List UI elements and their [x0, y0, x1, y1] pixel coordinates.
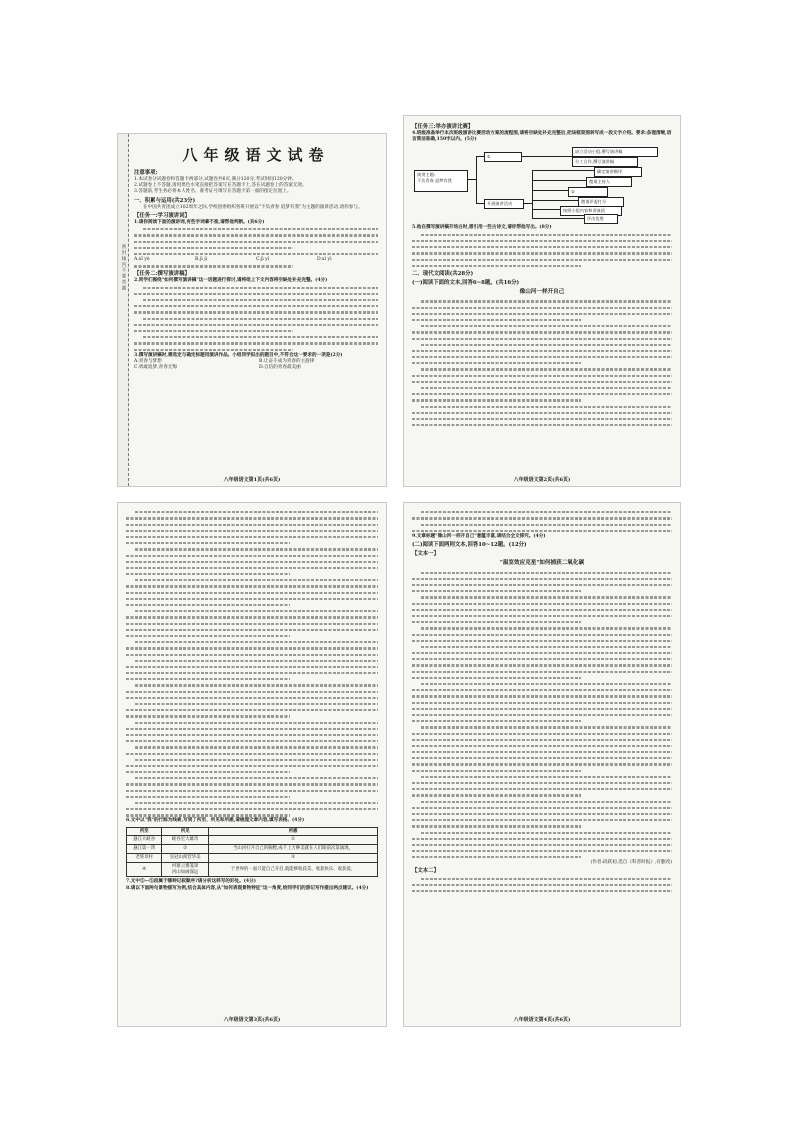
- flowchart-node: 邀请主持人: [586, 177, 632, 187]
- reading-heading: (一)阅读下面的文本,回答6~8题。(共16分): [412, 279, 520, 286]
- section-heading: 二、现代文阅读(共28分): [412, 270, 474, 277]
- table-row: [127, 845, 378, 854]
- table-cell: 村寨云雾笼罩 河山如画深远: [162, 862, 209, 877]
- option: D.自信的青春最美丽: [259, 365, 301, 371]
- table-row: [127, 836, 378, 845]
- notice-item: 1.本试卷分试题卷和答题卡两部分,试题卷共6页,满分120分,考试时间120分钟。: [134, 177, 297, 182]
- article-text: [412, 422, 672, 428]
- seal-line-label: 密 封 线 内 不 要 答 题: [121, 244, 126, 291]
- flowchart-node: 评出优胜: [584, 214, 618, 224]
- option: B.jì jì: [195, 256, 208, 262]
- exam-page-4: [404, 503, 680, 1026]
- exam-page-1: [118, 134, 386, 486]
- question-2: 2.同学们围绕"如何撰写演讲稿"这一话题进行探讨,请将组上下文内容将空缺处补充完整。(4分): [134, 278, 328, 284]
- activity-intro: 在中国共青团成立102周年之际,学校团委组织各班开展以"不负青春 追梦有我"为主题的演讲活动,请你参与。: [143, 204, 363, 210]
- page-footer: 八年级语文第4页(共6页): [513, 1016, 571, 1023]
- table-header: 所感: [208, 827, 377, 836]
- table-row: [127, 862, 378, 877]
- exam-page-2: [404, 116, 680, 486]
- table-cell: ④: [127, 862, 162, 877]
- activity-flowchart: [412, 146, 672, 222]
- question-3: 3.撰写演讲稿时,需选定与确定标题用演讲作品。小组同学拟出的题目中,不符合这一要求的一项是(2分): [134, 352, 343, 358]
- option: C.jì yì: [256, 256, 270, 262]
- article-title: 像山河一样开自己: [519, 288, 565, 295]
- table-cell: ③: [208, 853, 377, 862]
- question-5: 5.他在撰写演讲稿开场白时,想引用一些古诗文,请你帮他写出。(8分): [412, 225, 552, 231]
- table-cell: 悬江大峡谷: [127, 836, 162, 845]
- table-header-row: [127, 827, 378, 836]
- passage-text: [134, 346, 378, 352]
- text-label: 【文本二】: [412, 868, 439, 875]
- flowchart-branch: 开展演讲活动: [484, 199, 524, 209]
- page-footer: 八年级语文第3页(共6页): [223, 1016, 281, 1023]
- flowchart-node: 分工合作,撰写演讲稿: [572, 157, 638, 167]
- article-text: [126, 812, 378, 818]
- task-heading: 【任务三:举办演讲比赛】: [412, 124, 474, 130]
- passage-text: [134, 263, 378, 269]
- table-cell: 老班章村: [127, 853, 162, 862]
- flowchart-node: 确定演讲顺序: [594, 167, 642, 177]
- exam-title: 八年级语文试卷: [182, 146, 330, 164]
- table-row: [127, 853, 378, 862]
- table-header: 所见: [162, 827, 209, 836]
- task-heading: 【任务二:撰写演讲稿】: [134, 271, 190, 278]
- page-footer: 八年级语文第1页(共6页): [223, 476, 281, 483]
- table-cell: 当山河打开自己的胸膛,成千上万种美就在人们眼前次第涌现。: [208, 845, 377, 854]
- option: A.xī yè: [134, 256, 150, 262]
- reading-heading: (二)阅读下面两则文本,回答10~12题。(12分): [412, 541, 527, 548]
- section-heading: 一、积累与运用(共23分): [134, 197, 196, 204]
- table-cell: 皇冠山商营华美: [162, 853, 209, 862]
- question-4: 4.班级准备举行本次班级演讲比赛活动方案的流程图,请将空缺处补充完整后,把该框架图转写成一段文字介绍。要求:条理清晰,语言简洁准确,150字以内。(5分): [412, 131, 672, 143]
- article-text: [412, 888, 672, 894]
- text-label: 【文本一】: [412, 550, 439, 557]
- question-8: 8.请以下面两句景物描写为例,结合具体内容,从"如何表现景物特征"这一角度,给同学们的游记写作提出两点建议。(4分): [126, 885, 369, 891]
- exam-page-3: [118, 503, 386, 1026]
- answer-text: [412, 528, 672, 534]
- option: C.勇敢追梦,青春无悔: [134, 365, 178, 371]
- flowchart-node: 邀请评委打分: [578, 197, 624, 207]
- passage-text: [134, 251, 378, 257]
- article-source: (作者:段跃初,选自《科普时报》,有删改): [590, 860, 672, 866]
- table-cell: 悬江第一湾: [127, 845, 162, 854]
- trip-summary-table: [126, 827, 378, 878]
- notice-item: 2.试题卷上不答题,请用黑色水笔直接把答案写在答题卡上,答在试题卷上的答案无效。: [134, 183, 307, 189]
- question-9: 9.文章标题"像山河一样开自己"意蕴丰富,请结合全文探究。(4分): [412, 533, 546, 539]
- option: A.青春与梦想: [134, 358, 162, 364]
- question-6: 6.文中以"我"的行踪为线索,写到了所至、所见和所感,请梳理文章内容,填写表格。(4分): [126, 818, 305, 824]
- seal-line-margin: [118, 134, 129, 486]
- flowchart-blank-2: ②: [568, 187, 608, 197]
- table-cell: ②: [162, 845, 209, 854]
- table-header: 所至: [127, 827, 162, 836]
- question-7: 7.文中⑤—⑤段属于哪种记叙顺序?请分析这样写的好处。(4分): [126, 879, 256, 885]
- question-3-options: [134, 359, 378, 371]
- table-cell: 于世界的一面只能自己开启,就能够收获美、收获快乐、收获爱。: [208, 862, 377, 877]
- flowchart-node: 按照小组内容和讲演团: [560, 206, 622, 216]
- task-heading: 【任务一:学习演讲词】: [134, 212, 190, 219]
- table-cell: 峡谷宏大雄奇: [162, 836, 209, 845]
- notice-item: 3.答题前,考生务必将本人姓名、准考证号填写在答题卡第一面的指定位置上。: [134, 189, 292, 195]
- article-text: [412, 854, 672, 860]
- flowchart-root: 演讲主题: 不负青春 追梦有我: [414, 170, 468, 192]
- option: B.让奋斗成为青春的主旋律: [259, 358, 315, 364]
- passage-text: [412, 263, 672, 269]
- table-cell: ①: [208, 836, 377, 845]
- option: D.xì yì: [317, 256, 332, 262]
- question-1: 1.请你阅读下面的演讲词,有些字词拿不准,请帮他判断。(共6分): [134, 219, 265, 225]
- flowchart-blank-1: ①: [484, 152, 522, 162]
- flowchart-node: 成立活动小组,撰写演讲稿: [572, 147, 658, 157]
- article-title: "温室效应克星"如何捕获二氧化碳: [499, 559, 585, 566]
- notice-heading: 注意事项:: [134, 170, 158, 176]
- page-footer: 八年级语文第2页(共6页): [513, 476, 571, 483]
